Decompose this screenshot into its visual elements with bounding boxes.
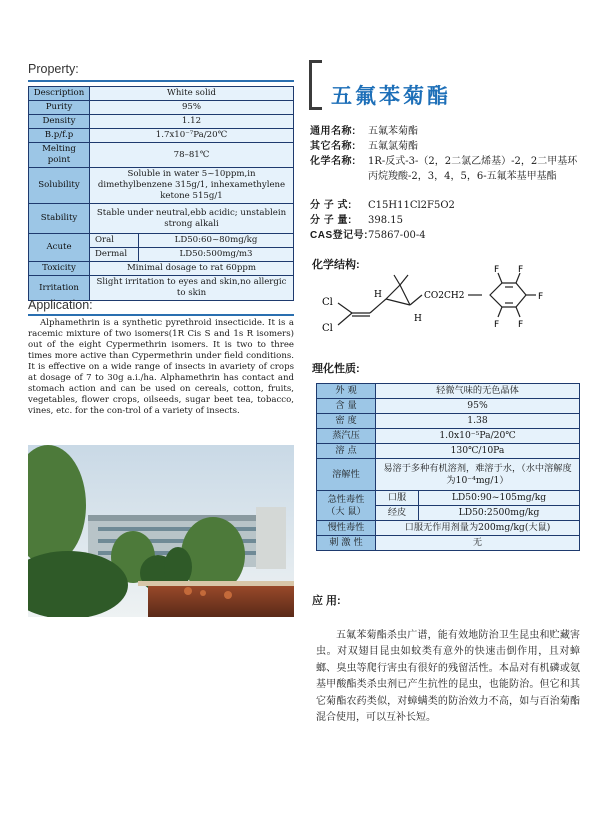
cn-application-heading: 应 用: xyxy=(312,595,341,607)
property-value: 轻微气味的无色晶体 xyxy=(376,384,580,399)
info-chem-name xyxy=(310,155,586,184)
table-row xyxy=(317,459,580,491)
factory-photo xyxy=(28,445,294,617)
property-sublabel: 口服 xyxy=(376,491,419,506)
heading-rule xyxy=(28,314,294,316)
info-other-name xyxy=(310,140,418,153)
info-value: 75867-00-4 xyxy=(368,230,426,241)
table-row xyxy=(317,491,580,506)
info-key: 其它名称: xyxy=(310,141,356,152)
property-value: 1.0x10⁻⁵Pa/20℃ xyxy=(376,429,580,444)
property-value: Stable under neutral,ebb acidic; unstablein strong alkali xyxy=(90,204,294,234)
property-value: LD50:500mg/m3 xyxy=(139,248,294,262)
table-row xyxy=(29,276,294,301)
property-label: Stability xyxy=(29,204,90,234)
application-text: Alphamethrin is a synthetic pyrethroid insecticide. It is a racemic mixture of two isomers(1R Cis S and 1s R isomers) out of the eight Cypermethrin isomers. It is two to three times more active than Cypermethrin under field conditions. It is effective on a wide range of insects in avariety of crops at dosage of 7 to 30g a.i./ha. Alphamethrin has contact and stomach action and can be used on cereals, cotton, fruits, vegetables, flower crops, oilseeds, sugar beet tea, tobacco, vines, etc. for the con-trol of a variety of insects. xyxy=(28,318,294,416)
table-row xyxy=(317,384,580,399)
table-row xyxy=(317,444,580,459)
property-label: 刺 激 性 xyxy=(317,536,376,551)
structure-f: F xyxy=(518,265,524,275)
property-value: LD50:90~105mg/kg xyxy=(419,491,580,506)
table-row xyxy=(317,429,580,444)
property-label: 蒸汽压 xyxy=(317,429,376,444)
property-sublabel: Dermal xyxy=(90,248,139,262)
property-value: 1.38 xyxy=(376,414,580,429)
structure-ester: CO2CH2 xyxy=(424,291,465,301)
structure-f: F xyxy=(538,292,544,302)
property-label: 慢性毒性 xyxy=(317,521,376,536)
info-key: 通用名称: xyxy=(310,126,356,137)
property-label: Solubility xyxy=(29,168,90,204)
property-value: 78–81℃ xyxy=(90,143,294,168)
chemical-structure xyxy=(318,265,588,355)
property-label: 外 观 xyxy=(317,384,376,399)
property-value: LD50:2500mg/kg xyxy=(419,506,580,521)
property-value: White solid xyxy=(90,87,294,101)
property-value: Slight irritation to eyes and skin,no allergic to skin xyxy=(90,276,294,301)
heading-rule xyxy=(28,80,294,82)
info-key: 分 子 量: xyxy=(310,215,352,226)
property-table xyxy=(28,86,294,301)
product-title: 五氟苯菊酯 xyxy=(331,84,451,108)
cn-application-text: 五氟苯菊酯杀虫广谱，能有效地防治卫生昆虫和贮藏害虫。对双翅目昆虫如蚊类有意外的快速击倒作用，且对蟑螂、臭虫等爬行害虫有很好的残留活性。本品对有机磷或氨基甲酸酯类杀虫剂已产生抗性的昆虫，也能防治。但它和其它菊酯农药类似，对蟑螨类的防治效力不高，如与百治菊酯混合使用，可以互补长短。 xyxy=(316,630,580,724)
property-sublabel: 经皮 xyxy=(376,506,419,521)
property-label: Irritation xyxy=(29,276,90,301)
property-label: Toxicity xyxy=(29,262,90,276)
table-row xyxy=(317,521,580,536)
table-row xyxy=(29,115,294,129)
info-value: 五氟苯菊酯 xyxy=(368,126,418,137)
table-row xyxy=(317,414,580,429)
structure-cl-top: Cl xyxy=(322,297,333,308)
structure-heading: 化学结构: xyxy=(312,259,360,271)
property-label: Purity xyxy=(29,101,90,115)
property-value: 口服无作用剂量为200mg/kg(大鼠) xyxy=(376,521,580,536)
property-value: 无 xyxy=(376,536,580,551)
structure-f: F xyxy=(494,320,500,330)
property-value: 95% xyxy=(90,101,294,115)
info-mol-weight xyxy=(310,214,403,227)
table-row xyxy=(29,87,294,101)
property-heading: Property: xyxy=(28,62,79,76)
application-heading: Application: xyxy=(28,298,93,312)
property-value: 1.7x10⁻⁷Pa/20℃ xyxy=(90,129,294,143)
property-label: 溶 点 xyxy=(317,444,376,459)
title-bracket xyxy=(309,60,322,110)
table-row xyxy=(29,143,294,168)
info-key: 分 子 式: xyxy=(310,200,352,211)
structure-h-top: H xyxy=(374,290,382,300)
info-value: 1R-反式-3-（2，2二氯乙烯基）-2，2二甲基环丙烷羧酸-2，3，4，5，6-五氟苯基甲基酯 xyxy=(368,156,578,182)
info-key: CAS登记号: xyxy=(310,230,368,241)
table-row xyxy=(29,204,294,234)
info-cas xyxy=(310,229,426,242)
table-row xyxy=(29,262,294,276)
info-formula xyxy=(310,199,455,212)
table-row xyxy=(29,129,294,143)
property-value: 易溶于多种有机溶剂，难溶于水，（水中溶解度为10⁻⁴mg/1） xyxy=(376,459,580,491)
property-label: 含 量 xyxy=(317,399,376,414)
property-label: Melting point xyxy=(29,143,90,168)
property-value: 1.12 xyxy=(90,115,294,129)
property-label: 急性毒性（大 鼠） xyxy=(317,491,376,521)
cn-property-table xyxy=(316,383,580,551)
property-value: 130℃/10Pa xyxy=(376,444,580,459)
property-value: LD50:60~80mg/kg xyxy=(139,234,294,248)
table-row xyxy=(29,101,294,115)
property-label: Density xyxy=(29,115,90,129)
property-label: 溶解性 xyxy=(317,459,376,491)
property-value: 95% xyxy=(376,399,580,414)
property-value: Soluble in water 5~10ppm,in dimethylbenzene 315g/1, inhexamethylene ketone 515g/1 xyxy=(90,168,294,204)
table-row xyxy=(317,536,580,551)
info-value: C15H11Cl2F5O2 xyxy=(368,200,455,211)
table-row xyxy=(29,168,294,204)
property-label: 密 度 xyxy=(317,414,376,429)
table-row xyxy=(29,234,294,248)
structure-f: F xyxy=(518,320,524,330)
props-heading: 理化性质: xyxy=(312,363,360,375)
structure-cl-bottom: Cl xyxy=(322,323,333,334)
info-value: 五氟氯菊酯 xyxy=(368,141,418,152)
info-key: 化学名称: xyxy=(310,156,356,167)
property-label: Description xyxy=(29,87,90,101)
info-value: 398.15 xyxy=(368,215,403,226)
structure-f: F xyxy=(494,265,500,275)
property-sublabel: Oral xyxy=(90,234,139,248)
property-value: Minimal dosage to rat 60ppm xyxy=(90,262,294,276)
table-row xyxy=(317,399,580,414)
info-common-name xyxy=(310,125,418,138)
structure-h-bottom: H xyxy=(414,314,422,324)
property-label: B.p/f.p xyxy=(29,129,90,143)
property-label: Acute xyxy=(29,234,90,262)
